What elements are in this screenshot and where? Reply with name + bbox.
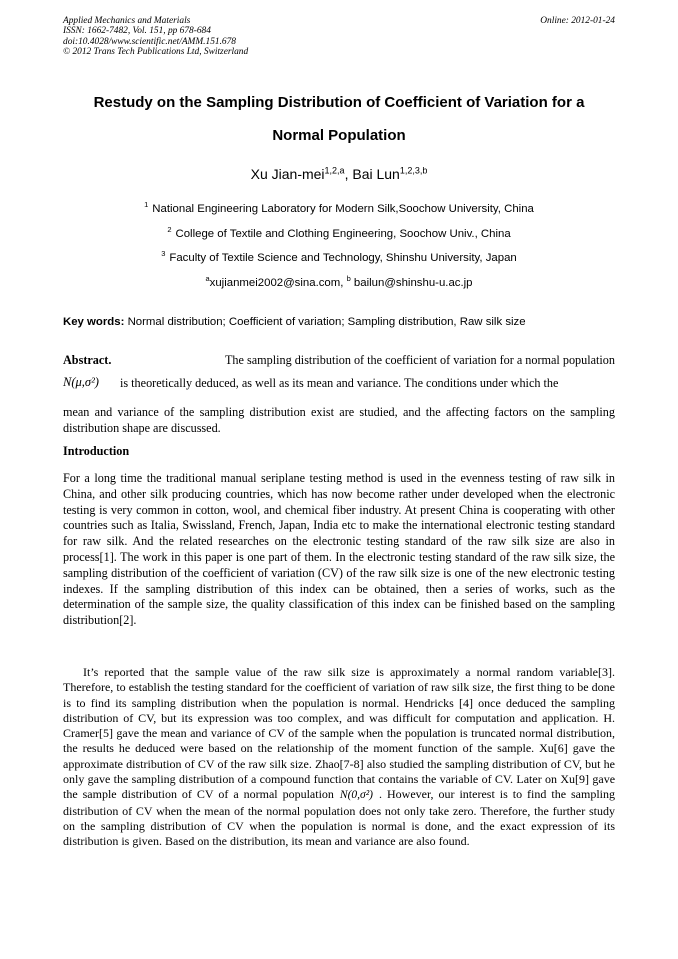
- affiliation-text: Faculty of Textile Science and Technology, Shinshu University, Japan: [169, 252, 517, 264]
- affiliation-number: 1: [144, 200, 149, 210]
- email-a: xujianmei2002@sina.com,: [209, 277, 347, 289]
- keywords-label: Key words:: [63, 316, 125, 328]
- keywords-text: Normal distribution; Coefficient of variation; Sampling distribution, Raw silk size: [124, 316, 526, 328]
- abstract-line-1-text: The sampling distribution of the coefficient of variation for a normal population: [222, 353, 615, 367]
- abstract-line-2: [63, 372, 615, 398]
- keywords: [63, 316, 623, 328]
- normal-distribution-formula: N(μ,σ²): [63, 375, 99, 389]
- paragraph-2-text: . However, our: [379, 787, 455, 802]
- author-affiliation-marker: 1,2,3,b: [399, 165, 428, 176]
- email-marker: a: [205, 274, 210, 284]
- paper-title-line-1: Restudy on the Sampling Distribution of Coefficient of Variation for a: [93, 94, 585, 111]
- email-marker: b: [346, 274, 351, 284]
- abstract-line-2-text: is theoretically deduced, as well as its mean and variance. The conditions under which the: [120, 376, 559, 390]
- introduction-paragraph-2: [63, 665, 615, 850]
- introduction-heading: Introduction: [63, 444, 130, 458]
- affiliation-3: [40, 249, 638, 264]
- issn-line: ISSN: 1662-7482, Vol. 151, pp 678-684: [63, 26, 211, 37]
- affiliation-1: [40, 200, 638, 215]
- author-name: Bai Lun: [352, 166, 400, 182]
- copyright-line: © 2012 Trans Tech Publications Ltd, Switzerland: [63, 47, 249, 58]
- abstract-label: Abstract.: [63, 353, 112, 367]
- paper-title-line-2: Normal Population: [272, 127, 406, 144]
- journal-name: Applied Mechanics and Materials: [63, 16, 191, 26]
- author-name: Xu Jian-mei: [250, 166, 325, 182]
- online-date: Online: 2012-01-24: [540, 16, 615, 26]
- affiliation-number: 3: [161, 249, 166, 259]
- affiliation-text: College of Textile and Clothing Engineering, Soochow Univ., China: [175, 228, 511, 240]
- affiliation-text: National Engineering Laboratory for Modern Silk,Soochow University, China: [152, 203, 534, 215]
- affiliation-2: [40, 225, 638, 240]
- affiliation-number: 2: [167, 225, 172, 235]
- paragraph-2-text: interest is to find the sampling distribution of CV when the mean of the normal population does not only take zero. Therefore, the further study on the sampling distribution of CV when the population is normal is done, and the exact expression of its distribution is given. Based on the distribution, its mean and variance are also found.: [63, 787, 616, 849]
- doi-line: doi:10.4028/www.scientific.net/AMM.151.678: [63, 36, 236, 47]
- email-b: bailun@shinshu-u.ac.jp: [350, 277, 473, 289]
- paragraph-2-text: It’s reported that the sample value of the raw silk size is approximately a normal random variable[3]. Therefore, to establish the testing standard for the coefficient of variation of raw silk size, the first thing to be done is to find its sampling distribution when the population is normal. Hendricks [4] once deduced the sampling distribution of CV, but its expression was too complex, and was difficult for computation and application. H. Cramer[5] gave the mean and variance of CV of the sample when the population is truncated normal distribution, the results he deduced were based on the relationship of the moment function of the sample. Xu[6] gave the approximate distribution of CV of the raw silk size. Zhao[7-8] also studied the sampling distribution of CV, but he only gave the sampling distribution of a compound function that contains the variable of CV.: [63, 665, 615, 787]
- journal-header: [63, 16, 615, 58]
- paragraph-2-text: Later on Xu[9] gave the sample distribution of CV of a normal population: [63, 772, 616, 802]
- author-separator: ,: [344, 166, 353, 182]
- author-emails: [40, 274, 638, 289]
- author-affiliation-marker: 1,2,a: [324, 165, 345, 176]
- author-list: [40, 166, 638, 182]
- introduction-paragraph-1: For a long time the traditional manual seriplane testing method is used in the evenness testing of raw silk in China, and other silk producing countries, which has now become rather under developed when the electronic testing is very common in cotton, wool, and chemical fiber industry. At present China is cooperating with other countries such as Italia, Swissland, French, Japan, India etc to make the international electronic testing standard for raw silk. And the related researches on the electronic testing standard of the raw silk size are also in process[1]. The work in this paper is one part of them. In the electronic testing standard of the raw silk size, the sampling distribution of the coefficient of variation (CV) of the raw silk size is one of the new electronic testing indexes. If the sampling distribution of this index can be obtained, then a series of works, such as the determination of the sample size, the quality classification of this index can be finished based on the sampling distribution[2].: [63, 471, 615, 628]
- abstract-line-1: [63, 350, 615, 370]
- zero-mean-normal-formula: N(0,σ²): [339, 789, 373, 802]
- abstract-continuation: mean and variance of the sampling distribution exist are studied, and the affecting factors on the sampling distribution shape are discussed.: [63, 405, 615, 435]
